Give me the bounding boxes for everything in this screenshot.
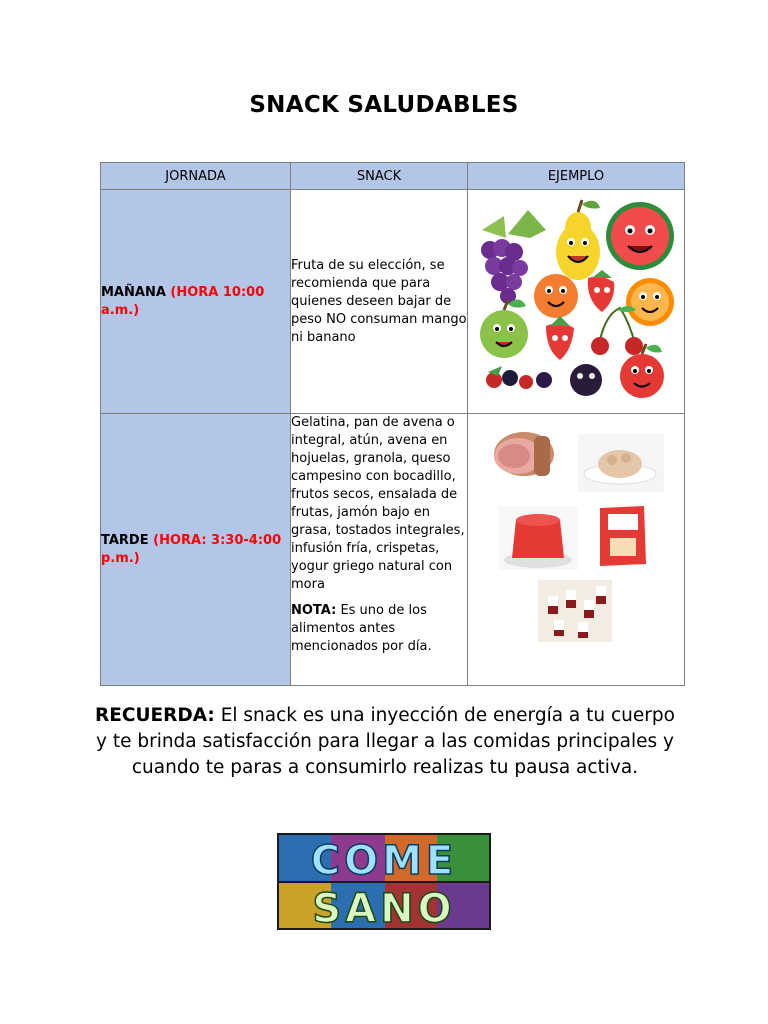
come-sano-logo [277,833,491,930]
hora-label: (HORA: 3:30-4:00 p.m.) [101,532,282,566]
recuerda-text: El snack es una inyección de energía a tu cuerpo y te brinda satisfacción para llegar a las comidas principales y cuando te paras a consumirlo realizas tu pausa activa. [96,705,675,778]
blackberry-icon [570,364,602,396]
orange-icon [626,278,674,326]
red-apple-icon [620,344,664,398]
snack-table [100,162,685,686]
fruits-illustration [468,190,685,409]
snack-cell-tarde [291,414,468,686]
nota-text: Es uno de los alimentos antes mencionados por día. [291,603,432,654]
jornada-label: MAÑANA [101,284,166,300]
ejemplo-cell-snacks [468,414,685,686]
strawberry-icon [588,270,614,312]
tuna-icon [578,434,664,492]
watermelon-icon [606,202,674,270]
recuerda-label: RECUERDA: [95,705,215,726]
snack-cell-manana: Fruta de su elección, se recomienda que para quienes deseen bajar de peso NO consuman mango ni banano [291,190,468,414]
pear-icon [556,200,600,280]
logo-line2: SANO [312,886,456,930]
berries-icon [486,366,552,389]
ejemplo-cell-fruits [468,190,685,414]
come-sano-logo-art [277,833,491,930]
nota-label: NOTA: [291,603,337,618]
recuerda-paragraph [90,703,680,781]
ham-icon [494,432,554,476]
strawberry-2-icon [546,316,574,360]
peach-icon [534,274,578,318]
hora-label: (HORA 10:00 a.m.) [101,284,265,318]
snacks-illustration [468,414,685,681]
jornada-cell-manana [101,190,291,414]
table-row-manana [101,190,685,414]
snack-list-text: Gelatina, pan de avena o integral, atún, avena en hojuelas, granola, queso campesino con bocadillo, frutos secos, ensalada de frutas, jamón bajo en grasa, tostados integrales, infusión fría, crispetas, yogur griego natural con mora [291,415,465,592]
oatmeal-bag-icon [600,506,646,566]
header-jornada: JORNADA [101,163,291,190]
green-apple-icon [480,299,528,358]
header-ejemplo: EJEMPLO [468,163,685,190]
cheese-bocadillo-icon [538,580,612,642]
jornada-label: TARDE [101,532,149,548]
jelly-icon [498,506,578,570]
header-snack: SNACK [291,163,468,190]
logo-line1: COME [310,838,458,884]
table-header-row [101,163,685,190]
page-title: SNACK SALUDABLES [249,92,519,118]
nota [291,602,467,656]
jornada-cell-tarde [101,414,291,686]
table-row-tarde [101,414,685,686]
